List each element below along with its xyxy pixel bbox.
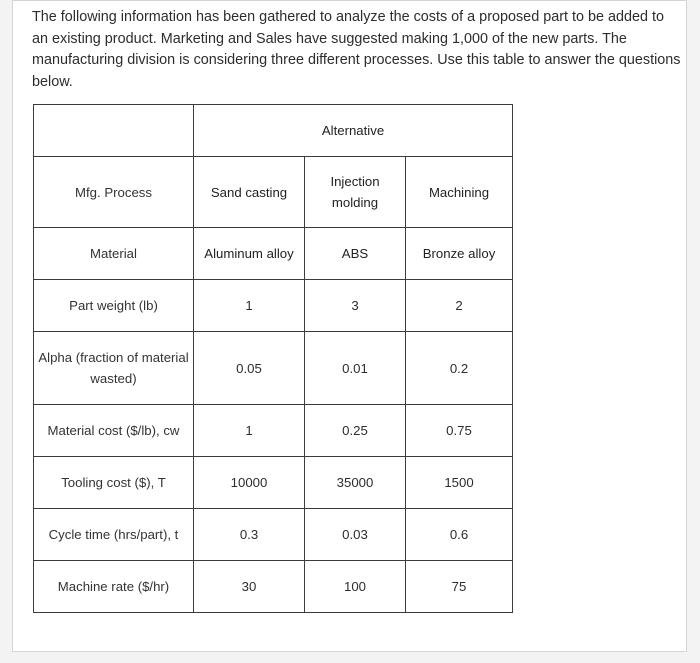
process-label: Mfg. Process [34,157,194,228]
process-injection-molding: Injection molding [305,157,406,228]
table-cell: 35000 [305,457,406,509]
table-cell: 100 [305,561,406,613]
table-row [34,332,513,405]
table-cell: 0.2 [406,332,513,405]
intro-paragraph: The following information has been gathered to analyze the costs of a proposed part to be added to an existing product. Marketing and Sales have suggested making 1,000 of the new parts. The manufacturing division is considering three different processes. Use this table to answer the questions below. [32,9,681,90]
table-cell: Aluminum alloy [194,228,305,280]
table-cell: 30 [194,561,305,613]
table-row [34,280,513,332]
table-cell: 0.25 [305,405,406,457]
table-row [34,105,513,157]
empty-corner-cell [34,105,194,157]
alternative-header: Alternative [194,105,513,157]
row-label-alpha: Alpha (fraction of material wasted) [34,332,194,405]
row-label-machine-rate: Machine rate ($/hr) [34,561,194,613]
table-cell: 0.05 [194,332,305,405]
table-cell: 3 [305,280,406,332]
table-row [34,228,513,280]
row-label-tooling-cost: Tooling cost ($), T [34,457,194,509]
table-cell: 0.01 [305,332,406,405]
table-cell: 75 [406,561,513,613]
table-cell: 0.75 [406,405,513,457]
table-row [34,405,513,457]
table-cell: 0.6 [406,509,513,561]
table-row [34,457,513,509]
table-cell: 10000 [194,457,305,509]
table-cell: ABS [305,228,406,280]
process-comparison-table [33,104,513,613]
table-row [34,509,513,561]
table-cell: 2 [406,280,513,332]
table-row [34,157,513,228]
table-cell: 1 [194,405,305,457]
table-cell: 1 [194,280,305,332]
table-cell: 0.03 [305,509,406,561]
process-machining: Machining [406,157,513,228]
table-row [34,561,513,613]
table-cell: Bronze alloy [406,228,513,280]
process-sand-casting: Sand casting [194,157,305,228]
table-cell: 0.3 [194,509,305,561]
row-label-material: Material [34,228,194,280]
question-card [12,0,687,652]
row-label-material-cost: Material cost ($/lb), cw [34,405,194,457]
row-label-part-weight: Part weight (lb) [34,280,194,332]
table-cell: 1500 [406,457,513,509]
row-label-cycle-time: Cycle time (hrs/part), t [34,509,194,561]
